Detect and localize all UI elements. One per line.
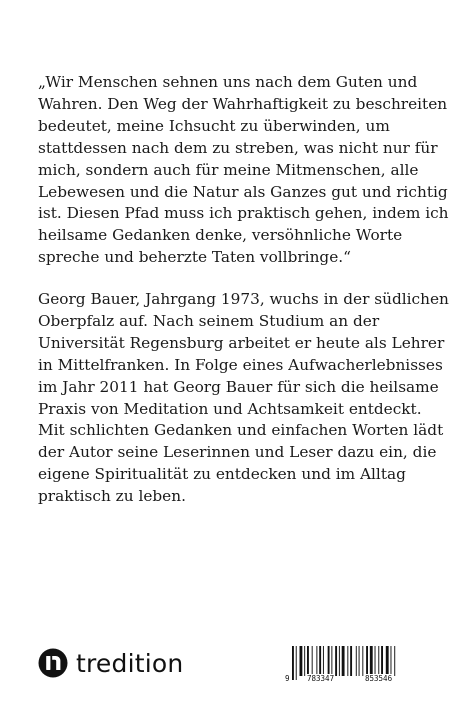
bio-line: Praxis von Meditation und Achtsamkeit entdeckt. — [38, 399, 422, 418]
barcode-bar — [362, 646, 363, 676]
barcode-bar — [350, 646, 352, 676]
quote-line: Lebewesen und die Natur als Ganzes gut und richtig — [38, 182, 448, 201]
barcode-bar — [328, 646, 330, 676]
quote-line: stattdessen nach dem zu streben, was nicht nur für — [38, 138, 438, 157]
quote-line: spreche und beherzte Taten vollbringe.“ — [38, 248, 351, 267]
bio-line: Oberpfalz auf. Nach seinem Studium an der — [38, 311, 380, 330]
barcode-bar — [335, 646, 337, 676]
quote-line: ist. Diesen Pfad muss ich praktisch gehen, indem ich — [38, 204, 449, 223]
barcode-bar — [307, 646, 309, 676]
barcode-bar — [323, 646, 324, 676]
barcode-bar — [378, 646, 379, 676]
barcode-bar — [331, 646, 332, 676]
barcode-bar — [370, 646, 373, 676]
barcode-bar — [391, 646, 392, 676]
barcode-bar — [356, 646, 357, 676]
bio-line: in Mittelfranken. In Folge eines Aufwacherlebnisses — [38, 355, 443, 374]
isbn-barcode — [282, 646, 418, 686]
bio-line: Universität Regensburg arbeitet er heute als Lehrer — [38, 333, 445, 352]
barcode-left-group: 783347 — [307, 674, 335, 683]
barcode-bar — [386, 646, 389, 676]
barcode-bar — [304, 646, 305, 676]
bio-line: der Autor seine Leserinnen und Leser dazu ein, die — [38, 443, 437, 462]
barcode-first-digit: 9 — [285, 674, 290, 683]
barcode-bar — [359, 646, 360, 676]
bio-line: praktisch zu leben. — [38, 487, 186, 506]
barcode-bar — [366, 646, 368, 676]
bio-line: eigene Spiritualität zu entdecken und im Alltag — [38, 465, 406, 484]
author-biography — [38, 289, 449, 508]
barcode-bar — [394, 646, 395, 676]
barcode-bar — [319, 646, 321, 676]
quote-line: mich, sondern auch für meine Mitmenschen, alle — [38, 160, 419, 179]
bio-line: Mit schlichten Gedanken und einfachen Worten lädt — [38, 421, 444, 440]
barcode-bar — [339, 646, 340, 676]
quote-line: bedeutet, meine Ichsucht zu überwinden, um — [38, 116, 390, 135]
barcode-digits — [282, 674, 418, 686]
barcode-bar — [381, 646, 383, 676]
barcode-bar — [300, 646, 303, 676]
quote-line: „Wir Menschen sehnen uns nach dem Guten und — [38, 73, 418, 91]
barcode-bar — [316, 646, 317, 676]
publisher-logo — [38, 646, 183, 680]
barcode-bar — [375, 646, 376, 676]
publisher-name: tredition — [76, 648, 184, 678]
quote-line: heilsame Gedanken denke, versöhnliche Worte — [38, 226, 403, 245]
quote-line: Wahren. Den Weg der Wahrhaftigkeit zu beschreiten — [38, 94, 448, 113]
back-cover-quote — [38, 72, 449, 269]
barcode-bar — [312, 646, 313, 676]
barcode-right-group: 853546 — [365, 674, 393, 683]
barcode-bar — [347, 646, 348, 676]
bio-line: Georg Bauer, Jahrgang 1973, wuchs in der südlichen — [38, 290, 449, 308]
barcode-bar — [342, 646, 345, 676]
tredition-logo-icon — [38, 648, 68, 678]
bio-line: im Jahr 2011 hat Georg Bauer für sich die heilsame — [38, 377, 439, 396]
